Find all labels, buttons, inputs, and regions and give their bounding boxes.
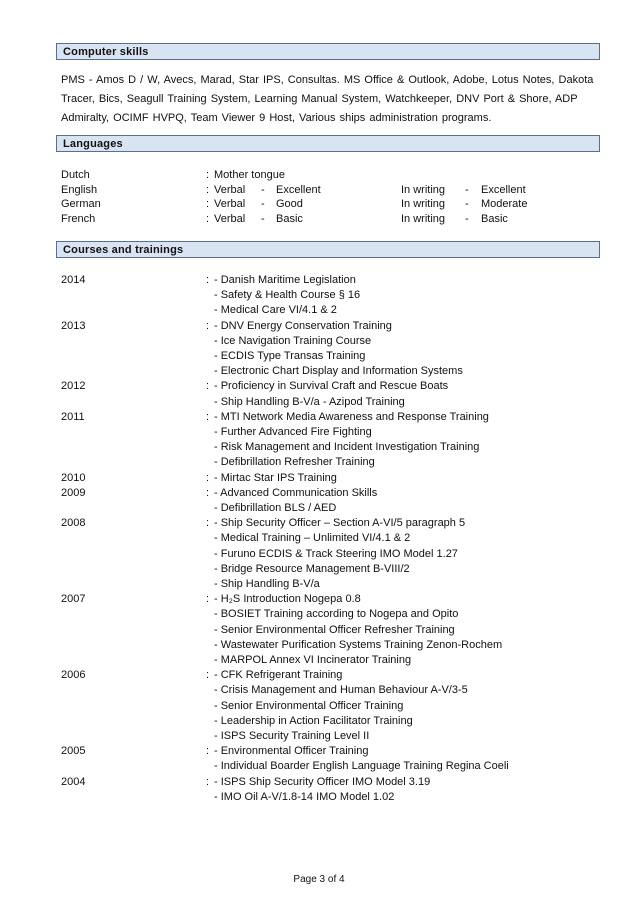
course-item: - Ship Handling B-V/a - Azipod Training bbox=[214, 395, 405, 408]
course-item: - Senior Environmental Officer Refresher Training bbox=[214, 623, 455, 636]
writing-label: In writing bbox=[401, 198, 446, 210]
course-year: 2010 bbox=[61, 471, 86, 484]
course-item: - Bridge Resource Management B-VIII/2 bbox=[214, 562, 410, 575]
course-item: - Defibrillation Refresher Training bbox=[214, 456, 375, 469]
course-item: - Medical Care VI/4.1 & 2 bbox=[214, 304, 337, 317]
computer-skills-text: PMS - Amos D / W, Avecs, Marad, Star IPS, Consultas. MS Office & Outlook, Adobe, Lotus Notes, Dakota Tracer, Bics, Seagull Training System, Learning Manual System, Watchkeeper, DNV Port & Shore, ADP Admiralty, OCIMF HVPQ, Team Viewer 9 Host, Various ships administration programs. bbox=[61, 74, 594, 124]
computer-skills-header bbox=[56, 43, 600, 60]
course-year: 2011 bbox=[61, 410, 85, 423]
course-item: - ISPS Ship Security Officer IMO Model 3.19 bbox=[214, 775, 431, 788]
verbal-level: Excellent bbox=[276, 184, 321, 196]
separator: : bbox=[206, 410, 210, 423]
writing-level: Excellent bbox=[481, 184, 526, 196]
dash: - bbox=[465, 198, 469, 210]
course-item: - Crisis Management and Human Behaviour A-V/3-5 bbox=[214, 684, 468, 697]
course-year: 2012 bbox=[61, 380, 86, 393]
course-item: - Environmental Officer Training bbox=[214, 745, 369, 758]
dash: - bbox=[465, 213, 469, 225]
course-item: - Proficiency in Survival Craft and Rescue Boats bbox=[214, 380, 449, 393]
course-item: - Further Advanced Fire Fighting bbox=[214, 426, 372, 438]
course-item: - H₂S Introduction Nogepa 0.8 bbox=[214, 593, 361, 606]
languages-heading: Languages bbox=[63, 138, 123, 150]
separator: : bbox=[206, 593, 210, 606]
course-year: 2008 bbox=[61, 517, 86, 530]
language-name: German bbox=[61, 198, 101, 210]
course-year: 2005 bbox=[61, 745, 86, 758]
course-item: - Ship Security Officer – Section A-VI/5 paragraph 5 bbox=[214, 517, 466, 530]
verbal-label: Verbal bbox=[214, 184, 246, 196]
course-year: 2014 bbox=[61, 274, 86, 286]
separator: : bbox=[206, 184, 210, 196]
language-name: French bbox=[61, 213, 96, 225]
separator: : bbox=[206, 775, 210, 788]
verbal-label: Mother tongue bbox=[214, 169, 285, 181]
course-item: - Furuno ECDIS & Track Steering IMO Model 1.27 bbox=[214, 547, 458, 560]
verbal-label: Verbal bbox=[214, 198, 246, 210]
course-item: - Mirtac Star IPS Training bbox=[214, 471, 337, 484]
writing-level: Moderate bbox=[481, 198, 528, 210]
languages-header bbox=[56, 135, 600, 152]
separator: : bbox=[206, 486, 210, 499]
separator: : bbox=[206, 745, 210, 758]
course-item: - ECDIS Type Transas Training bbox=[214, 350, 366, 362]
verbal-level: Good bbox=[276, 198, 303, 210]
verbal-level: Basic bbox=[276, 213, 303, 225]
course-item: - Ice Navigation Training Course bbox=[214, 334, 372, 347]
writing-label: In writing bbox=[401, 184, 446, 196]
language-name: Dutch bbox=[61, 169, 90, 181]
course-year: 2004 bbox=[61, 775, 86, 788]
course-item: - BOSIET Training according to Nogepa and Opito bbox=[214, 608, 459, 621]
course-year: 2009 bbox=[61, 486, 86, 499]
course-item: - Senior Environmental Officer Training bbox=[214, 699, 404, 712]
dash: - bbox=[261, 213, 265, 225]
course-item: - Danish Maritime Legislation bbox=[214, 274, 356, 286]
dash: - bbox=[261, 184, 265, 196]
courses-heading: Courses and trainings bbox=[63, 244, 184, 256]
separator: : bbox=[206, 169, 210, 181]
course-year: 2007 bbox=[61, 593, 86, 606]
course-item: - MTI Network Media Awareness and Response Training bbox=[214, 410, 489, 423]
separator: : bbox=[206, 274, 210, 286]
course-item: - DNV Energy Conservation Training bbox=[214, 319, 392, 332]
course-year: 2006 bbox=[61, 669, 86, 682]
course-item: - Advanced Communication Skills bbox=[214, 486, 378, 499]
course-item: - Wastewater Purification Systems Training Zenon-Rochem bbox=[214, 638, 503, 651]
separator: : bbox=[206, 669, 210, 682]
dash: - bbox=[261, 198, 265, 210]
computer-skills-heading: Computer skills bbox=[63, 46, 149, 58]
separator: : bbox=[206, 213, 210, 225]
course-item: - Ship Handling B-V/a bbox=[214, 578, 320, 590]
writing-label: In writing bbox=[401, 213, 446, 225]
separator: : bbox=[206, 319, 210, 332]
course-item: - Safety & Health Course § 16 bbox=[214, 289, 361, 302]
dash: - bbox=[465, 184, 469, 196]
courses-header bbox=[56, 241, 600, 258]
course-item: - Individual Boarder English Language Training Regina Coeli bbox=[214, 760, 509, 773]
course-year: 2013 bbox=[61, 319, 86, 332]
course-item: - Defibrillation BLS / AED bbox=[214, 502, 337, 514]
separator: : bbox=[206, 380, 210, 393]
page-number: Page 3 of 4 bbox=[293, 874, 345, 885]
verbal-label: Verbal bbox=[214, 213, 246, 225]
course-item: - Risk Management and Incident Investigation Training bbox=[214, 441, 480, 454]
course-item: - MARPOL Annex VI Incinerator Training bbox=[214, 654, 412, 666]
course-item: - Electronic Chart Display and Information Systems bbox=[214, 365, 463, 378]
separator: : bbox=[206, 198, 210, 210]
course-item: - Medical Training – Unlimited VI/4.1 & 2 bbox=[214, 532, 411, 545]
course-item: - IMO Oil A-V/1.8-14 IMO Model 1.02 bbox=[214, 790, 395, 803]
course-item: - ISPS Security Training Level II bbox=[214, 730, 370, 742]
course-item: - Leadership in Action Facilitator Training bbox=[214, 714, 413, 727]
separator: : bbox=[206, 517, 210, 530]
course-item: - CFK Refrigerant Training bbox=[214, 669, 343, 682]
writing-level: Basic bbox=[481, 213, 508, 225]
separator: : bbox=[206, 471, 210, 484]
language-name: English bbox=[61, 184, 98, 196]
